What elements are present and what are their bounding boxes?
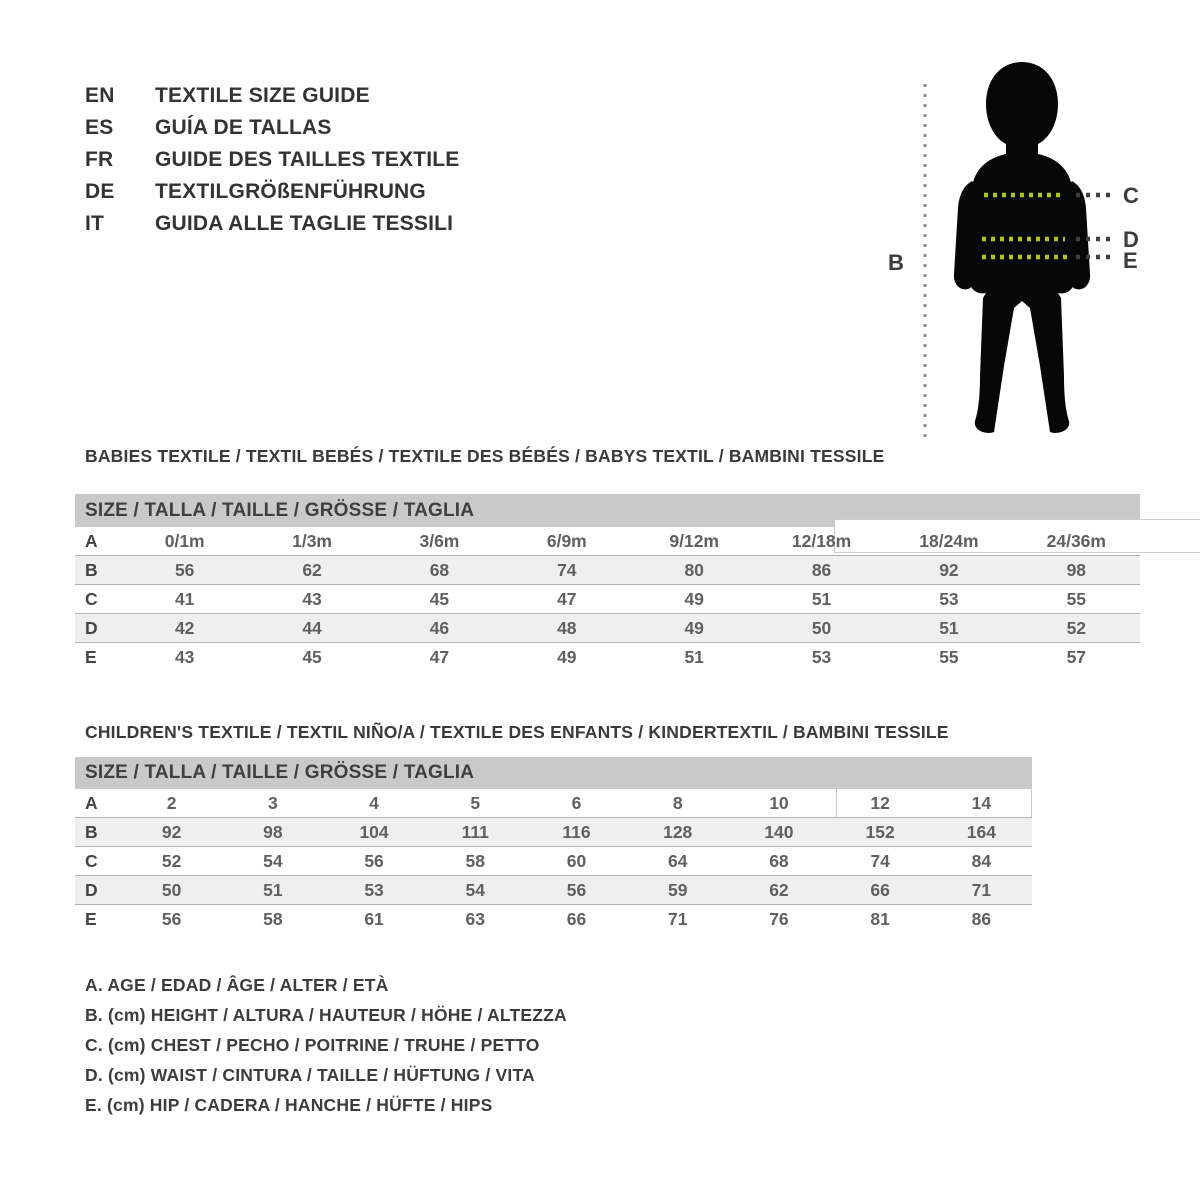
language-code: ES — [85, 116, 114, 139]
table-cell: 86 — [971, 908, 992, 929]
row-label: D — [85, 879, 98, 900]
table-cell: 43 — [302, 588, 322, 609]
table-cell: 52 — [1066, 617, 1087, 638]
table-cell: 24/36m — [1046, 530, 1106, 551]
legend-chest: C. (cm) CHEST / PECHO / POITRINE / TRUHE / PETTO — [85, 1034, 540, 1055]
table-cell: 49 — [684, 617, 704, 638]
table-cell: 3/6m — [419, 530, 460, 551]
table-cell: 49 — [684, 588, 704, 609]
waist-label: D — [1123, 227, 1139, 252]
language-title: TEXTILGRÖßENFÜHRUNG — [155, 180, 426, 203]
table-cell: 6 — [571, 792, 582, 813]
table-cell: 56 — [566, 879, 587, 900]
children-size-table — [75, 757, 1032, 933]
table-cell: 98 — [263, 821, 283, 842]
table-cell: 10 — [769, 792, 789, 813]
babies-row-C — [75, 584, 1140, 613]
table-cell: 50 — [811, 617, 832, 638]
row-label: B — [85, 559, 98, 580]
babies-row-A — [75, 527, 1140, 555]
table-cell: 0/1m — [164, 530, 205, 551]
table-cell: 128 — [663, 821, 693, 842]
legend-age: A. AGE / EDAD / ÂGE / ALTER / ETÀ — [85, 974, 389, 995]
language-title: GUIDA ALLE TAGLIE TESSILI — [155, 212, 454, 235]
table-cell: 42 — [174, 617, 195, 638]
table-cell: 3 — [267, 792, 278, 813]
table-cell: 56 — [161, 908, 182, 929]
children-row-C — [75, 846, 1032, 875]
table-cell: 2 — [166, 792, 177, 813]
table-cell: 53 — [939, 588, 959, 609]
table-cell: 12 — [870, 792, 890, 813]
table-cell: 47 — [557, 588, 577, 609]
table-cell: 152 — [865, 821, 895, 842]
babies-rows — [75, 527, 1140, 671]
table-cell: 66 — [566, 908, 587, 929]
table-cell: 51 — [263, 879, 283, 900]
table-cell: 74 — [870, 850, 890, 871]
table-cell: 48 — [557, 617, 577, 638]
children-row-B — [75, 817, 1032, 846]
table-cell: 84 — [971, 850, 992, 871]
child-right-arm — [1065, 181, 1090, 289]
babies-section-title: BABIES TEXTILE / TEXTIL BEBÉS / TEXTILE DES BÉBÉS / BABYS TEXTIL / BAMBINI TESSILE — [85, 446, 885, 466]
table-cell: 41 — [174, 588, 195, 609]
table-cell: 63 — [465, 908, 485, 929]
language-code: DE — [85, 180, 115, 203]
language-title: TEXTILE SIZE GUIDE — [155, 84, 370, 107]
language-row-en — [85, 80, 459, 112]
table-cell: 64 — [667, 850, 688, 871]
table-cell: 80 — [684, 559, 704, 580]
child-left-arm — [954, 181, 979, 289]
measurement-figure — [880, 46, 1195, 448]
table-cell: 76 — [769, 908, 789, 929]
table-cell: 66 — [870, 879, 890, 900]
table-cell: 45 — [429, 588, 450, 609]
table-cell: 71 — [667, 908, 688, 929]
table-cell: 164 — [966, 821, 996, 842]
table-cell: 54 — [263, 850, 283, 871]
table-cell: 98 — [1066, 559, 1087, 580]
table-cell: 62 — [769, 879, 789, 900]
table-cell: 14 — [971, 792, 992, 813]
language-code: FR — [85, 148, 114, 171]
children-row-E — [75, 904, 1032, 933]
children-rows — [75, 789, 1032, 933]
row-label: E — [85, 646, 97, 667]
language-row-fr — [85, 144, 459, 176]
language-row-it — [85, 208, 459, 240]
children-row-D — [75, 875, 1032, 904]
row-label: E — [85, 908, 97, 929]
table-cell: 18/24m — [919, 530, 979, 551]
legend-height: B. (cm) HEIGHT / ALTURA / HAUTEUR / HÖHE / ALTEZZA — [85, 1004, 567, 1025]
table-cell: 60 — [566, 850, 587, 871]
table-cell: 51 — [684, 646, 704, 667]
table-cell: 111 — [461, 821, 489, 842]
babies-row-D — [75, 613, 1140, 642]
table-cell: 140 — [764, 821, 794, 842]
row-label: B — [85, 821, 98, 842]
babies-row-E — [75, 642, 1140, 671]
row-label: D — [85, 617, 98, 638]
language-title-list — [85, 80, 459, 240]
children-section-title: CHILDREN'S TEXTILE / TEXTIL NIÑO/A / TEXTILE DES ENFANTS / KINDERTEXTIL / BAMBINI TESSILE — [85, 722, 949, 742]
table-cell: 8 — [672, 792, 683, 813]
language-code: EN — [85, 84, 115, 107]
children-size-header: SIZE / TALLA / TAILLE / GRÖSSE / TAGLIA — [75, 757, 1032, 789]
table-cell: 53 — [811, 646, 832, 667]
legend-waist: D. (cm) WAIST / CINTURA / TAILLE / HÜFTUNG / VITA — [85, 1064, 535, 1085]
table-cell: 46 — [429, 617, 450, 638]
babies-size-header: SIZE / TALLA / TAILLE / GRÖSSE / TAGLIA — [75, 494, 1140, 527]
table-cell: 62 — [302, 559, 322, 580]
table-cell: 43 — [174, 646, 195, 667]
table-cell: 71 — [971, 879, 992, 900]
language-code: IT — [85, 212, 105, 235]
table-cell: 92 — [939, 559, 959, 580]
table-cell: 55 — [939, 646, 959, 667]
babies-row-B — [75, 555, 1140, 584]
table-cell: 54 — [465, 879, 485, 900]
table-cell: 49 — [557, 646, 577, 667]
table-cell: 68 — [429, 559, 450, 580]
table-cell: 51 — [811, 588, 832, 609]
measurement-legend — [85, 970, 567, 1120]
table-cell: 56 — [174, 559, 195, 580]
table-cell: 44 — [302, 617, 322, 638]
table-cell: 116 — [562, 821, 591, 842]
language-row-de — [85, 176, 459, 208]
row-label: C — [85, 588, 98, 609]
table-cell: 45 — [302, 646, 322, 667]
row-label: C — [85, 850, 98, 871]
chest-label: C — [1123, 183, 1139, 208]
child-body — [969, 62, 1075, 433]
table-cell: 4 — [369, 792, 379, 813]
table-cell: 53 — [364, 879, 384, 900]
row-label: A — [85, 792, 98, 813]
language-title: GUIDE DES TAILLES TEXTILE — [155, 148, 460, 171]
table-cell: 58 — [465, 850, 485, 871]
hip-label: E — [1123, 248, 1138, 273]
table-cell: 52 — [161, 850, 182, 871]
table-cell: 6/9m — [546, 530, 587, 551]
table-cell: 81 — [870, 908, 890, 929]
table-cell: 56 — [364, 850, 384, 871]
table-cell: 59 — [667, 879, 688, 900]
table-cell: 9/12m — [669, 530, 719, 551]
table-cell: 12/18m — [791, 530, 852, 551]
child-silhouette — [880, 46, 1195, 448]
table-cell: 104 — [359, 821, 389, 842]
table-cell: 50 — [161, 879, 182, 900]
table-cell: 55 — [1066, 588, 1087, 609]
language-row-es — [85, 112, 459, 144]
row-label: A — [85, 530, 98, 551]
table-cell: 86 — [811, 559, 832, 580]
height-label: B — [888, 250, 904, 275]
table-cell: 57 — [1066, 646, 1087, 667]
table-cell: 92 — [161, 821, 182, 842]
legend-hip: E. (cm) HIP / CADERA / HANCHE / HÜFTE / HIPS — [85, 1094, 493, 1115]
babies-size-table — [75, 494, 1140, 671]
table-cell: 74 — [557, 559, 577, 580]
table-cell: 47 — [429, 646, 450, 667]
table-cell: 5 — [470, 792, 481, 813]
table-cell: 61 — [364, 908, 384, 929]
children-row-A — [75, 789, 1032, 817]
language-title: GUÍA DE TALLAS — [155, 116, 332, 139]
table-cell: 58 — [263, 908, 283, 929]
table-cell: 51 — [939, 617, 959, 638]
table-cell: 68 — [769, 850, 789, 871]
table-cell: 1/3m — [292, 530, 332, 551]
